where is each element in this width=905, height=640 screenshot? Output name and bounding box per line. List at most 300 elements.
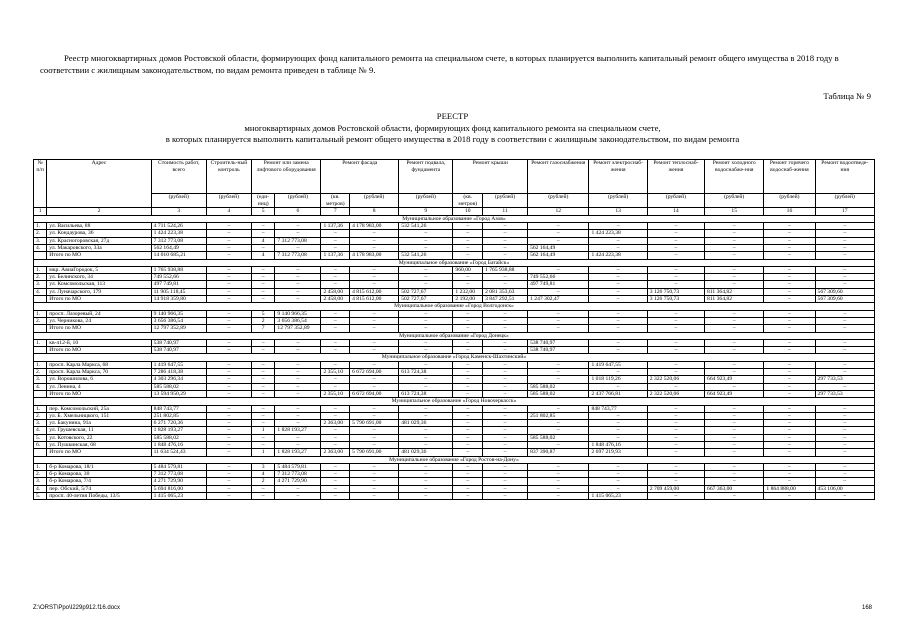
section-row bbox=[34, 215, 875, 222]
column-number: 2 bbox=[47, 208, 151, 216]
table-cell: – bbox=[483, 493, 528, 500]
table-cell: – bbox=[647, 493, 704, 500]
unit-header: (рублей) bbox=[705, 194, 764, 208]
section-row bbox=[34, 259, 875, 266]
table-cell: 1 424 223,38 bbox=[589, 252, 647, 259]
table-cell: 1. bbox=[34, 339, 47, 346]
col-hot-header: Ремонт горячего водоснаб-жения bbox=[764, 160, 815, 194]
table-cell: 4 bbox=[251, 237, 275, 244]
table-cell: – bbox=[589, 244, 647, 251]
table-cell: – bbox=[453, 478, 483, 485]
table-cell: – bbox=[350, 325, 399, 332]
table-row bbox=[34, 310, 875, 317]
table-cell: – bbox=[647, 369, 704, 376]
table-cell: 251 802,85 bbox=[151, 412, 206, 419]
table-cell: – bbox=[815, 361, 874, 368]
table-cell: 811 364,82 bbox=[705, 296, 764, 303]
table-cell: – bbox=[528, 361, 589, 368]
table-cell: 2 355,10 bbox=[321, 390, 350, 397]
table-cell: – bbox=[483, 427, 528, 434]
column-number: 8 bbox=[350, 208, 399, 216]
table-cell: – bbox=[589, 339, 647, 346]
table-cell: 1 247 302,47 bbox=[528, 296, 589, 303]
table-cell bbox=[34, 252, 47, 259]
table-cell: – bbox=[321, 441, 350, 448]
table-cell: – bbox=[453, 463, 483, 470]
table-cell: – bbox=[321, 485, 350, 492]
col-cost-header: Стоимость работ, всего bbox=[151, 160, 206, 194]
table-cell: – bbox=[705, 339, 764, 346]
table-cell: – bbox=[528, 369, 589, 376]
total-row bbox=[34, 325, 875, 332]
table-cell: – bbox=[705, 244, 764, 251]
table-cell: 5 bbox=[251, 310, 275, 317]
table-cell: – bbox=[705, 449, 764, 456]
table-cell: – bbox=[815, 244, 874, 251]
total-row bbox=[34, 449, 875, 456]
table-cell: 12 797 352,89 bbox=[151, 325, 206, 332]
table-cell: 13 594 950,29 bbox=[151, 390, 206, 397]
table-cell: 4 815 612,00 bbox=[350, 296, 399, 303]
table-cell: 4 271 729,90 bbox=[151, 478, 206, 485]
table-cell bbox=[34, 325, 47, 332]
table-cell: – bbox=[350, 237, 399, 244]
column-number: 9 bbox=[399, 208, 453, 216]
table-cell: – bbox=[589, 463, 647, 470]
table-cell: – bbox=[815, 405, 874, 412]
table-row bbox=[34, 317, 875, 324]
table-row bbox=[34, 339, 875, 346]
table-cell: – bbox=[453, 325, 483, 332]
table-cell: 2 437 766,81 bbox=[589, 390, 647, 397]
table-cell: – bbox=[705, 347, 764, 354]
table-cell: ул. Грушевская, 11 bbox=[47, 427, 151, 434]
table-cell: 848 743,77 bbox=[151, 405, 206, 412]
table-cell: – bbox=[483, 463, 528, 470]
table-cell: – bbox=[589, 478, 647, 485]
table-cell: – bbox=[647, 266, 704, 273]
unit-header: (рублей) bbox=[528, 194, 589, 208]
table-cell: – bbox=[483, 376, 528, 383]
table-cell: – bbox=[483, 281, 528, 288]
table-cell: – bbox=[764, 412, 815, 419]
table-cell: – bbox=[764, 449, 815, 456]
table-cell: – bbox=[764, 390, 815, 397]
table-cell: 12 797 352,89 bbox=[275, 325, 321, 332]
table-cell: – bbox=[251, 230, 275, 237]
table-cell: 2 bbox=[251, 478, 275, 485]
table-cell: – bbox=[647, 412, 704, 419]
table-cell: – bbox=[764, 361, 815, 368]
table-cell: – bbox=[399, 274, 453, 281]
table-cell: – bbox=[589, 383, 647, 390]
table-cell: – bbox=[453, 237, 483, 244]
table-cell: – bbox=[647, 230, 704, 237]
table-cell: 2 355,10 bbox=[321, 369, 350, 376]
table-cell: – bbox=[589, 412, 647, 419]
table-cell: – bbox=[321, 237, 350, 244]
table-cell: 1 424 223,38 bbox=[589, 230, 647, 237]
table-cell: – bbox=[764, 441, 815, 448]
table-cell: – bbox=[206, 383, 251, 390]
table-cell: – bbox=[528, 237, 589, 244]
table-row bbox=[34, 478, 875, 485]
table-cell: – bbox=[251, 434, 275, 441]
table-cell: – bbox=[275, 361, 321, 368]
table-cell: – bbox=[483, 252, 528, 259]
table-cell: – bbox=[399, 493, 453, 500]
table-cell: 4 bbox=[251, 471, 275, 478]
table-cell: 2 bbox=[251, 317, 275, 324]
table-cell: – bbox=[251, 281, 275, 288]
table-cell: б-р Комарова, 18/1 bbox=[47, 463, 151, 470]
column-number: 10 bbox=[453, 208, 483, 216]
document-title: РЕЕСТР bbox=[436, 111, 469, 121]
table-cell: – bbox=[350, 347, 399, 354]
table-cell: 2. bbox=[34, 412, 47, 419]
table-cell: 613 724,38 bbox=[399, 369, 453, 376]
table-cell: – bbox=[764, 420, 815, 427]
table-cell: 502 727,67 bbox=[399, 296, 453, 303]
table-cell: – bbox=[453, 434, 483, 441]
table-cell: 532 541,26 bbox=[399, 223, 453, 230]
table-cell: 1 864 888,00 bbox=[764, 485, 815, 492]
total-row bbox=[34, 390, 875, 397]
table-cell: – bbox=[251, 361, 275, 368]
total-row bbox=[34, 252, 875, 259]
table-cell bbox=[34, 390, 47, 397]
table-cell: 532 541,26 bbox=[399, 252, 453, 259]
table-cell: 585 588,02 bbox=[528, 390, 589, 397]
table-cell bbox=[34, 347, 47, 354]
table-cell: 1 415 065,23 bbox=[151, 493, 206, 500]
unit-header: (рублей) bbox=[589, 194, 647, 208]
table-cell: – bbox=[764, 310, 815, 317]
section-row bbox=[34, 303, 875, 310]
table-cell: ул. Ворошилова, 6 bbox=[47, 376, 151, 383]
table-row bbox=[34, 361, 875, 368]
table-cell: – bbox=[705, 281, 764, 288]
table-cell: – bbox=[589, 420, 647, 427]
table-cell: – bbox=[350, 383, 399, 390]
table-cell: 585 588,02 bbox=[528, 434, 589, 441]
table-cell: 3. bbox=[34, 420, 47, 427]
table-cell: 1 bbox=[251, 427, 275, 434]
table-cell: – bbox=[399, 230, 453, 237]
table-cell: – bbox=[764, 383, 815, 390]
table-cell: – bbox=[705, 463, 764, 470]
table-cell: – bbox=[251, 244, 275, 251]
table-cell: 4. bbox=[34, 485, 47, 492]
table-cell: 3 847 292,51 bbox=[483, 296, 528, 303]
table-cell: – bbox=[453, 347, 483, 354]
table-cell: – bbox=[399, 376, 453, 383]
table-cell: 4 271 729,90 bbox=[275, 478, 321, 485]
table-cell: – bbox=[321, 412, 350, 419]
table-cell: – bbox=[399, 339, 453, 346]
table-cell: ул. Черникова, 24 bbox=[47, 317, 151, 324]
table-cell: – bbox=[705, 237, 764, 244]
table-cell: Итого по МО bbox=[47, 390, 151, 397]
table-cell: 585 588,02 bbox=[151, 434, 206, 441]
table-cell: 4 711 524,26 bbox=[151, 223, 206, 230]
table-cell: – bbox=[350, 485, 399, 492]
table-cell: 585 588,02 bbox=[151, 383, 206, 390]
table-cell: – bbox=[815, 434, 874, 441]
table-cell: 1 848 476,16 bbox=[589, 441, 647, 448]
column-number: 15 bbox=[705, 208, 764, 216]
table-row bbox=[34, 369, 875, 376]
table-cell: – bbox=[483, 223, 528, 230]
table-cell: – bbox=[483, 310, 528, 317]
table-cell: – bbox=[528, 325, 589, 332]
table-cell: – bbox=[705, 223, 764, 230]
section-row bbox=[34, 398, 875, 405]
column-number-row bbox=[34, 208, 875, 216]
column-number: 1 bbox=[34, 208, 47, 216]
table-cell: кв-л12-й, 10 bbox=[47, 339, 151, 346]
table-cell: ул. Котовского, 22 bbox=[47, 434, 151, 441]
table-cell: 4 bbox=[251, 252, 275, 259]
table-cell: – bbox=[764, 325, 815, 332]
table-cell: 837 390,87 bbox=[528, 449, 589, 456]
table-cell: – bbox=[453, 223, 483, 230]
table-cell: – bbox=[705, 478, 764, 485]
table-cell: 1. bbox=[34, 361, 47, 368]
table-cell: – bbox=[206, 281, 251, 288]
table-cell: – bbox=[206, 223, 251, 230]
table-cell: 667 363,00 bbox=[705, 485, 764, 492]
table-cell: – bbox=[764, 266, 815, 273]
table-cell: – bbox=[350, 493, 399, 500]
table-row bbox=[34, 420, 875, 427]
col-heat-header: Ремонт теплоснаб-жения bbox=[647, 160, 704, 194]
table-cell: 1 232,00 bbox=[453, 288, 483, 295]
table-cell: – bbox=[647, 434, 704, 441]
table-cell: – bbox=[350, 339, 399, 346]
table-cell: ул. Васильева, 88 bbox=[47, 223, 151, 230]
table-cell: – bbox=[483, 478, 528, 485]
table-cell: – bbox=[206, 427, 251, 434]
table-cell: – bbox=[528, 441, 589, 448]
table-cell: – bbox=[206, 288, 251, 295]
table-cell: – bbox=[321, 310, 350, 317]
municipality-title: Муниципальное образование «Город Каменск-Шахтинский» bbox=[34, 354, 875, 361]
table-cell: – bbox=[815, 347, 874, 354]
table-cell: – bbox=[453, 441, 483, 448]
registry-body bbox=[34, 215, 875, 500]
table-cell: 2 322 520,06 bbox=[647, 376, 704, 383]
table-cell: – bbox=[483, 449, 528, 456]
table-cell: 664 923,49 bbox=[705, 376, 764, 383]
table-cell: – bbox=[453, 252, 483, 259]
table-cell: 1 419 647,55 bbox=[589, 361, 647, 368]
unit-header: (рублей) bbox=[483, 194, 528, 208]
table-row bbox=[34, 427, 875, 434]
table-cell: – bbox=[453, 471, 483, 478]
table-cell: – bbox=[206, 244, 251, 251]
table-cell: – bbox=[350, 274, 399, 281]
table-cell: – bbox=[275, 296, 321, 303]
table-cell: 1 415 065,23 bbox=[589, 493, 647, 500]
table-cell: – bbox=[589, 281, 647, 288]
table-cell: – bbox=[815, 493, 874, 500]
table-cell: – bbox=[399, 434, 453, 441]
table-cell: – bbox=[483, 230, 528, 237]
table-cell: – bbox=[453, 230, 483, 237]
table-cell: пер. Обский, 5/74 bbox=[47, 485, 151, 492]
col-number-header: № п/п bbox=[34, 160, 47, 208]
col-control-header: Строитель-ный контроль bbox=[206, 160, 251, 194]
table-cell: – bbox=[206, 478, 251, 485]
table-cell: – bbox=[647, 405, 704, 412]
table-cell: – bbox=[321, 463, 350, 470]
table-cell: 2 192,00 bbox=[453, 296, 483, 303]
table-cell: – bbox=[206, 339, 251, 346]
table-cell: Итого по МО bbox=[47, 296, 151, 303]
table-cell: – bbox=[399, 471, 453, 478]
table-cell: – bbox=[647, 325, 704, 332]
col-electric-header: Ремонт электроснаб-жения bbox=[589, 160, 647, 194]
table-cell: ул. Комсомольская, 113 bbox=[47, 281, 151, 288]
table-cell: – bbox=[275, 266, 321, 273]
table-cell: – bbox=[453, 376, 483, 383]
table-cell: – bbox=[647, 339, 704, 346]
table-cell: – bbox=[453, 361, 483, 368]
table-cell: 4 303 296,34 bbox=[151, 376, 206, 383]
table-cell: – bbox=[483, 237, 528, 244]
table-cell: – bbox=[350, 441, 399, 448]
table-cell bbox=[34, 296, 47, 303]
table-cell: – bbox=[453, 405, 483, 412]
table-cell: – bbox=[483, 244, 528, 251]
table-cell: – bbox=[483, 325, 528, 332]
table-cell: – bbox=[275, 281, 321, 288]
table-cell: – bbox=[647, 281, 704, 288]
table-cell: просп. 40-летия Победы, 13/5 bbox=[47, 493, 151, 500]
table-row bbox=[34, 463, 875, 470]
table-cell: – bbox=[483, 383, 528, 390]
table-cell: – bbox=[321, 347, 350, 354]
table-cell: – bbox=[206, 493, 251, 500]
table-cell: 3 656 386,54 bbox=[275, 317, 321, 324]
table-cell: – bbox=[206, 441, 251, 448]
table-cell: 14 010 685,21 bbox=[151, 252, 206, 259]
section-row bbox=[34, 456, 875, 463]
table-cell: – bbox=[705, 405, 764, 412]
table-cell: 1. bbox=[34, 463, 47, 470]
table-cell: – bbox=[483, 317, 528, 324]
table-cell: 960,00 bbox=[453, 266, 483, 273]
table-cell: – bbox=[275, 390, 321, 397]
table-cell: – bbox=[528, 405, 589, 412]
table-cell: – bbox=[483, 420, 528, 427]
table-cell: 5 484 579,81 bbox=[275, 463, 321, 470]
table-cell: – bbox=[647, 420, 704, 427]
table-cell: – bbox=[399, 266, 453, 273]
table-cell: – bbox=[275, 230, 321, 237]
table-cell: – bbox=[528, 427, 589, 434]
table-cell: – bbox=[764, 288, 815, 295]
table-cell: б-р Комарова, 30 bbox=[47, 471, 151, 478]
table-cell: – bbox=[206, 230, 251, 237]
total-row bbox=[34, 347, 875, 354]
table-cell: – bbox=[647, 383, 704, 390]
table-cell: ул. Кондаурова, 36 bbox=[47, 230, 151, 237]
table-cell: – bbox=[251, 369, 275, 376]
table-cell: – bbox=[275, 274, 321, 281]
col-drain-header: Ремонт водоотведе-ния bbox=[815, 160, 874, 194]
table-cell: 2. bbox=[34, 274, 47, 281]
table-cell: 251 802,85 bbox=[528, 412, 589, 419]
table-cell: ул. Ленина, 4 bbox=[47, 383, 151, 390]
table-cell: 1 424 223,38 bbox=[151, 230, 206, 237]
table-cell: – bbox=[321, 405, 350, 412]
intro-paragraph: Реестр многоквартирных домов Ростовской области, формирующих фонд капитального ремонта на специальном счете, в которых планируется выполнить капитальный ремонт общего имущества в 2018 году в соответствии с жилищным законодательством, по видам ремонта приведен в таблице № 9. bbox=[40, 53, 839, 75]
table-cell: – bbox=[528, 310, 589, 317]
table-cell: – bbox=[647, 471, 704, 478]
table-cell: – bbox=[647, 427, 704, 434]
table-cell: 2. bbox=[34, 230, 47, 237]
table-row bbox=[34, 441, 875, 448]
table-cell: 453 106,00 bbox=[815, 485, 874, 492]
table-cell: ул. Красногоровская, 27д bbox=[47, 237, 151, 244]
table-cell: 1 137,36 bbox=[321, 223, 350, 230]
table-cell: – bbox=[350, 281, 399, 288]
column-number: 5 bbox=[251, 208, 275, 216]
table-cell: 9 140 966,35 bbox=[151, 310, 206, 317]
column-number: 7 bbox=[321, 208, 350, 216]
table-cell: – bbox=[321, 478, 350, 485]
table-cell: 1 828 193,27 bbox=[275, 427, 321, 434]
table-cell: – bbox=[815, 420, 874, 427]
table-cell: 4. bbox=[34, 383, 47, 390]
table-cell: – bbox=[275, 369, 321, 376]
table-cell: – bbox=[206, 463, 251, 470]
table-cell: – bbox=[647, 223, 704, 230]
table-cell: – bbox=[321, 471, 350, 478]
unit-header: (рублей) bbox=[399, 194, 453, 208]
table-cell: – bbox=[321, 361, 350, 368]
table-cell: – bbox=[399, 478, 453, 485]
column-number: 12 bbox=[528, 208, 589, 216]
unit-header: (рублей) bbox=[815, 194, 874, 208]
table-cell: – bbox=[275, 485, 321, 492]
table-cell: 4. bbox=[34, 244, 47, 251]
table-cell: 2 363,00 bbox=[321, 420, 350, 427]
table-cell: – bbox=[206, 390, 251, 397]
table-cell: – bbox=[705, 441, 764, 448]
table-cell: – bbox=[275, 441, 321, 448]
unit-header: (рублей) bbox=[647, 194, 704, 208]
table-cell: – bbox=[321, 266, 350, 273]
table-cell: – bbox=[453, 420, 483, 427]
table-cell: 1. bbox=[34, 223, 47, 230]
table-cell: – bbox=[815, 237, 874, 244]
table-cell: – bbox=[321, 281, 350, 288]
table-row bbox=[34, 274, 875, 281]
table-cell: – bbox=[251, 223, 275, 230]
table-cell: – bbox=[399, 281, 453, 288]
table-cell: – bbox=[705, 274, 764, 281]
table-cell: – bbox=[764, 244, 815, 251]
table-cell: – bbox=[399, 463, 453, 470]
table-cell: Итого по МО bbox=[47, 325, 151, 332]
table-cell: – bbox=[647, 252, 704, 259]
table-cell: ул. Пушкинская, 68 bbox=[47, 441, 151, 448]
table-cell: – bbox=[528, 288, 589, 295]
table-cell: 811 364,82 bbox=[705, 288, 764, 295]
